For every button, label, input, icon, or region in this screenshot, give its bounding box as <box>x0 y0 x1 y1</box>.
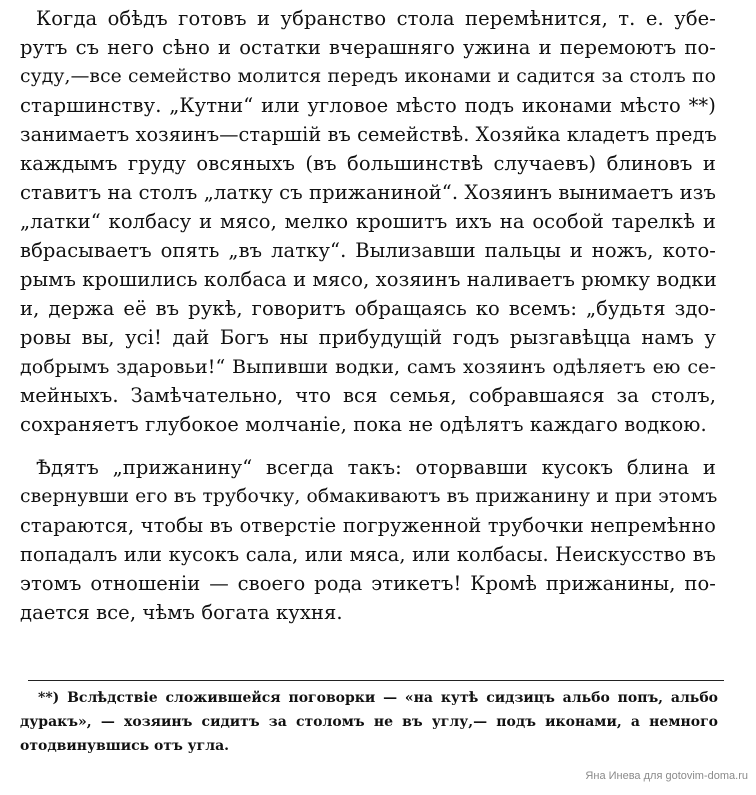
text-line: стараются, чтобы въ отверстіе погруженной трубочки непремѣнно <box>20 514 716 537</box>
text-line: и, держа её въ рукѣ, говоритъ обращаясь ко всемъ: „будьтя здо- <box>20 297 716 320</box>
text-line: мейныхъ. Замѣчательно, что вся семья, собравшаяся за столъ, <box>20 384 716 407</box>
footnote-divider <box>28 680 724 681</box>
text-line: свернувши его въ трубочку, обмакиваютъ въ прижанину и при этомъ <box>20 486 718 507</box>
text-line: вбрасываетъ опять „въ латку“. Вылизавши пальцы и ножъ, кото- <box>20 239 716 262</box>
text-line: каждымъ груду овсяныхъ (въ большинствѣ случаевъ) блиновъ и <box>20 152 716 175</box>
text-line: ровы вы, усі! дай Богъ ны прибудущій годъ рызгавѣцца намъ у <box>20 326 716 349</box>
text-line: суду,—все семейство молится передъ иконами и садится за столъ по <box>20 66 716 87</box>
text-line: добрымъ здаровьи!“ Выпивши водки, самъ хозяинъ одѣляетъ ею се- <box>20 356 716 378</box>
footnote-line: дуракъ», — хозяинъ сидитъ за столомъ не въ углу,— подъ иконами, а немного <box>20 714 718 730</box>
text-line: рымъ крошились колбаса и мясо, хозяинъ наливаетъ рюмку водки <box>20 268 717 291</box>
text-line: Ѣдятъ „прижанину“ всегда такъ: оторвавши кусокъ блина и <box>36 456 716 479</box>
text-line: ставитъ на столъ „латку съ прижаниной“. Хозяинъ вынимаетъ изъ <box>20 181 716 204</box>
text-line: рутъ съ него сѣно и остатки вчерашняго ужина и перемоютъ по- <box>20 36 716 59</box>
text-line: этомъ отношеніи — своего рода этикетъ! Кромѣ прижанины, по- <box>20 572 716 595</box>
text-line: Когда обѣдъ готовъ и убранство стола перемѣнится, т. е. убе- <box>36 7 716 30</box>
text-line: дается все, чѣмъ богата кухня. <box>20 601 343 624</box>
footnote-line: отодвинувшись отъ угла. <box>20 738 230 754</box>
footnote-line: **) Вслѣдствіе сложившейся поговорки — «на кутѣ сидзицъ альбо попъ, альбо <box>38 690 718 706</box>
text-line: сохраняетъ глубокое молчаніе, пока не одѣлятъ каждаго водкою. <box>20 413 707 436</box>
text-line: попадалъ или кусокъ сала, или мяса, или колбасы. Неискусство въ <box>20 543 716 566</box>
text-line: „латки“ колбасу и мясо, мелко крошитъ ихъ на особой тарелкѣ и <box>20 210 716 233</box>
watermark-credit: Яна Инева для gotovim-doma.ru <box>585 770 748 782</box>
text-line: старшинству. „Кутни“ или угловое мѣсто подъ иконами мѣсто **) <box>20 94 716 117</box>
text-line: занимаетъ хозяинъ—старшій въ семействѣ. Хозяйка кладетъ предъ <box>20 123 717 146</box>
